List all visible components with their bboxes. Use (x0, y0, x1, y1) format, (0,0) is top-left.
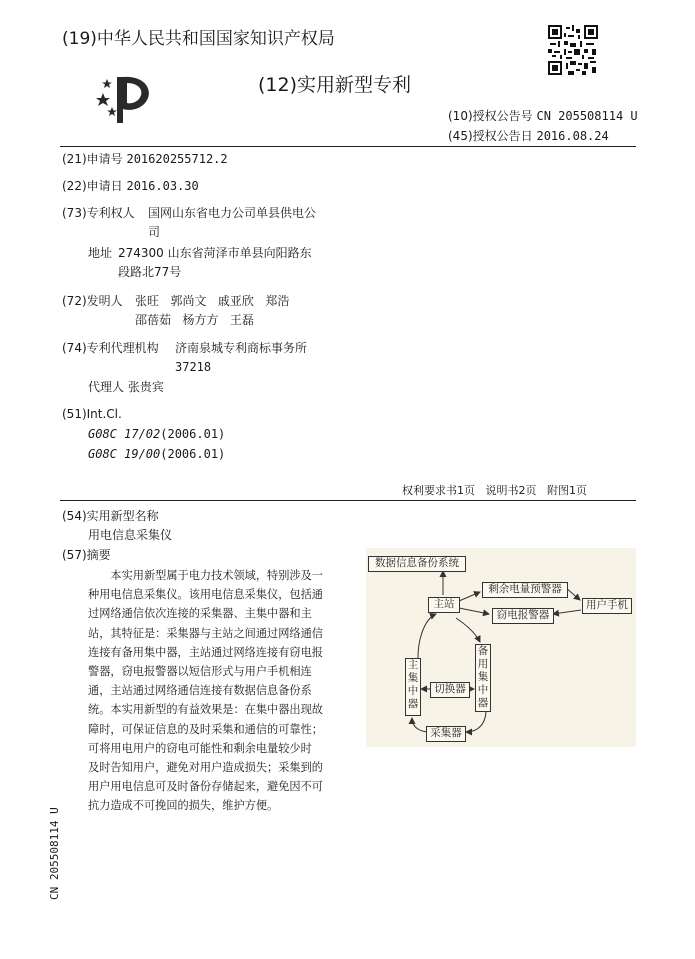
doc-type-title: (12)实用新型专利 (258, 74, 412, 96)
inventor-label: (72)发明人 (62, 294, 123, 308)
abstract-line: 障时，可保证信息的及时采集和通信的可靠性； (88, 722, 323, 736)
side-pub-number: CN 205508114 U (48, 807, 61, 900)
pub-date-label: (45)授权公告日 (448, 129, 533, 143)
system-diagram (366, 548, 636, 747)
intcl-label: (51)Int.Cl. (62, 407, 122, 421)
pub-number-row (448, 108, 638, 124)
main-station-box: 主站 (428, 597, 460, 613)
abstract-line: 本实用新型属于电力技术领域，特别涉及一 (110, 569, 323, 582)
biblio-divider (60, 500, 636, 501)
qr-code-icon (548, 25, 598, 75)
title-label: (54)实用新型名称 (62, 509, 159, 523)
agent-row (88, 379, 164, 395)
abstract-line: 可将用电用户的窃电可能性和剩余电量较少时 (88, 741, 312, 755)
pub-date-row (448, 128, 609, 144)
abstract-line: 连接有备用集中器，主站通过网络连接有窃电报 (88, 645, 323, 659)
agency-line1: 济南泉城专利商标事务所 (175, 341, 308, 355)
balance-alarm-box: 剩余电量预警器 (482, 582, 568, 598)
switch-box: 切换器 (430, 682, 470, 698)
abstract-line: 统。本实用新型的有益效果是：在集中器出现故 (88, 703, 323, 717)
agency-line2: 37218 (175, 360, 212, 374)
abstract-line: 抗力造成不可挽回的损失，维护方便。 (88, 799, 279, 813)
page-count: 权利要求书1页 说明书2页 附图1页 (402, 484, 587, 497)
main-concentrator-box: 主集中器 (405, 658, 421, 716)
abstract-line: 站，其特征是：采集器与主站之间通过网络通信 (88, 626, 323, 640)
user-phone-box: 用户手机 (582, 598, 632, 614)
app-date-row (62, 178, 199, 194)
backup-system-box: 数据信息备份系统 (368, 556, 466, 572)
theft-alarm-box: 窃电报警器 (492, 608, 554, 624)
abstract-line: 过网络通信依次连接的采集器、主集中器和主 (88, 607, 312, 621)
collector-box: 采集器 (426, 726, 466, 742)
inventors-line1: 张旺 郭尚文 戚亚欣 郑浩 (135, 294, 290, 308)
ipc1-version: (2006.01) (160, 427, 226, 441)
agent-label: 代理人 (88, 380, 125, 394)
pub-number: CN 205508114 U (536, 109, 638, 123)
header-divider (60, 146, 636, 147)
backup-concentrator-box: 备用集中器 (475, 644, 491, 712)
abstract-line: 种用电信息采集仪。该用电信息采集仪，包括通 (88, 588, 323, 602)
utility-model-title: 用电信息采集仪 (88, 528, 173, 542)
app-date: 2016.03.30 (126, 179, 199, 193)
pub-date: 2016.08.24 (536, 129, 609, 143)
ipc1-code: G08C 17/02 (88, 427, 161, 441)
address-line2: 段路北77号 (118, 265, 182, 279)
app-no-row (62, 151, 228, 167)
ipc-row-2 (88, 446, 225, 462)
address-line1: 274300 山东省菏泽市单县向阳路东 (118, 246, 312, 260)
patentee-line1: 国网山东省电力公司单县供电公 (148, 206, 317, 220)
abstract-label: (57)摘要 (62, 548, 111, 562)
ipc2-code: G08C 19/00 (88, 447, 161, 461)
address-label: 地址 (88, 246, 113, 260)
abstract-line: 及时告知用户，避免对用户造成损失；采集到的 (88, 761, 323, 775)
abstract-line: 警器，窃电报警器以短信形式与用户手机相连 (88, 665, 312, 679)
agent-name: 张贵宾 (127, 380, 164, 394)
abstract-line: 用户用电信息可及时备份存储起来，避免因不可 (88, 780, 323, 794)
inventors-line2: 邵蓓茹 杨方方 王磊 (135, 313, 254, 327)
agency-label: (74)专利代理机构 (62, 341, 159, 355)
app-no-label: (21)申请号 (62, 152, 123, 166)
abstract-text (88, 566, 336, 816)
pub-number-label: (10)授权公告号 (448, 109, 533, 123)
app-date-label: (22)申请日 (62, 179, 123, 193)
ipc-row-1 (88, 426, 225, 442)
patentee-label: (73)专利权人 (62, 206, 135, 220)
abstract-line: 通，主站通过网络通信连接有数据信息备份系 (88, 684, 312, 698)
diagram-arrows (366, 548, 636, 747)
office-name: (19)中华人民共和国国家知识产权局 (62, 29, 335, 49)
ipc2-version: (2006.01) (160, 447, 226, 461)
patentee-line2: 司 (148, 225, 161, 239)
app-no: 201620255712.2 (126, 152, 228, 166)
cnipa-logo-icon (93, 73, 159, 125)
